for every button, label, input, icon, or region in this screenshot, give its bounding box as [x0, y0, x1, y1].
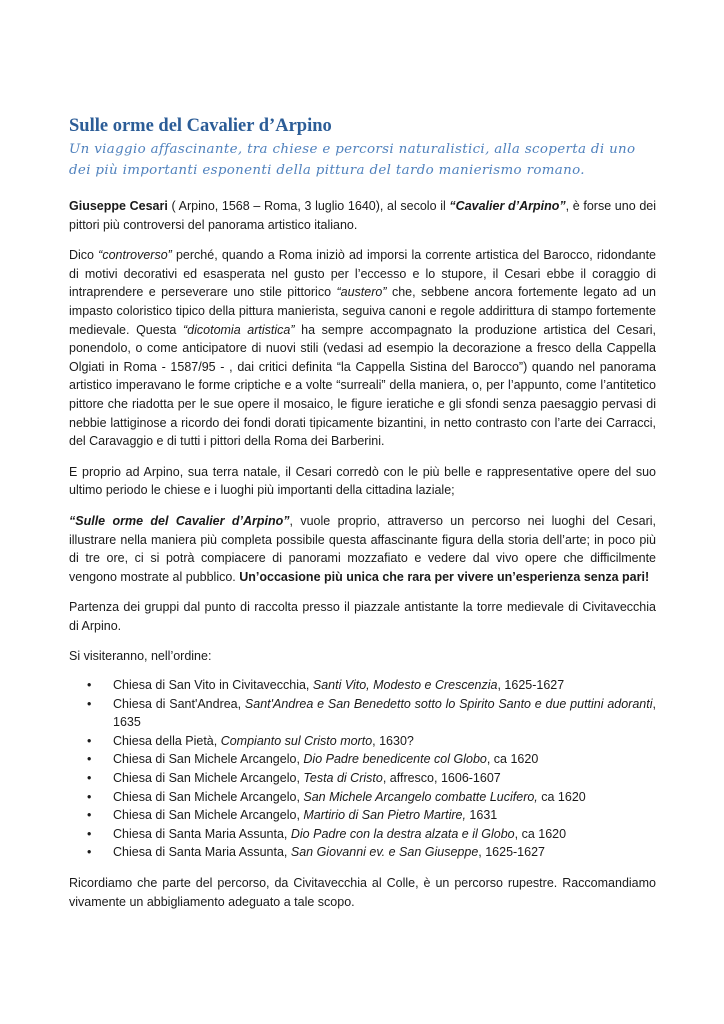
controverso-text-a: Dico: [69, 248, 99, 263]
bullet-icon: •: [87, 808, 92, 823]
bullet-icon: •: [87, 789, 92, 804]
item-date: 1631: [465, 808, 498, 823]
item-place: Chiesa di Santa Maria Assunta,: [113, 826, 291, 841]
percorso-text: , vuole proprio, attraverso un percorso nei luoghi del Cesari, illustrare nella maniera più completa possibile questa affascinante figura della storia dell’arte; in poco più di tre ore, ci si potrà compiacere di panorami mozzafiato e vedere dal vivo opere che difficilmente vengono mostrate al pubblico.: [69, 513, 656, 584]
bullet-icon: •: [87, 771, 92, 786]
item-work: Dio Padre con la destra alzata e il Globo: [290, 826, 515, 841]
item-place: Chiesa di San Michele Arcangelo,: [113, 789, 304, 804]
item-work: Dio Padre benedicente col Globo: [303, 752, 487, 767]
intro-text-b: , è forse uno dei pittori più controversi del panorama artistico italiano.: [69, 199, 656, 232]
item-work: Santi Vito, Modesto e Crescenzia: [312, 678, 498, 693]
bullet-icon: •: [87, 845, 92, 860]
dicotomia-term: “dicotomia artistica”: [183, 322, 295, 337]
document-subtitle: Un viaggio affascinante, tra chiese e percorsi naturalistici, alla scoperta di uno dei più importanti esponenti della pittura del tardo manierismo romano.: [69, 142, 636, 178]
item-date: , affresco, 1606-1607: [382, 771, 501, 786]
paragraph-controverso: [69, 246, 656, 451]
controverso-text-d: ha sempre accompagnato la produzione artistica del Cesari, ponendolo, o come anticipatore di nuovi stili (vedasi ad esempio la decorazione a fresco della Cappella Olgiati in Roma - 1587/95 - , dai critici definita “la Cappella Sistina del Barocco”) quando nel panorama artistico imperavano le forme criptiche e a volte “surreali” della maniera, o, per l’appunto, come l’antitetico pittore che riadotta per le sue opere il mosaico, le figure ieratiche e gli sfondi senza paesaggio pervasi di nebbie lattiginose a ricordo dei fondi dorati tipicamente bizantini, in netto contrasto con l’arte dei Carracci, del Caravaggio e di tutti i pittori della Roma dei Barberini.: [69, 322, 656, 449]
item-place: Chiesa di San Michele Arcangelo,: [113, 771, 304, 786]
artist-nickname: “Cavalier d’Arpino”: [449, 199, 566, 213]
list-item: [69, 695, 656, 732]
list-item: [69, 676, 656, 695]
list-item: [69, 769, 656, 788]
austero-term: “austero”: [336, 285, 387, 300]
document-body: [69, 114, 656, 911]
paragraph-arpino: E proprio ad Arpino, sua terra natale, il Cesari corredò con le più belle e rappresentative opere del suo ultimo periodo le chiese e i luoghi più importanti della cittadina laziale;: [69, 464, 656, 498]
list-item: [69, 825, 656, 844]
intro-text-a: ( Arpino, 1568 – Roma, 3 luglio 1640), al secolo il: [167, 199, 450, 213]
item-date: , ca 1620: [486, 752, 539, 767]
item-work: Sant'Andrea e San Benedetto sotto lo Spirito Santo e due puttini adoranti: [244, 696, 653, 711]
item-work: Testa di Cristo: [303, 771, 383, 786]
item-date: , 1630?: [372, 733, 414, 748]
item-date: , 1625-1627: [497, 678, 565, 693]
controverso-text-c: che, sebbene ancora fortemente legato ad un impasto coloristico tipico della pittura manierista, seguiva canoni e regole addirittura di stampo fortemente medievale. Questa: [69, 285, 656, 337]
itinerary-list: [69, 676, 656, 862]
bullet-icon: •: [87, 696, 92, 711]
controverso-text-b: perché, quando a Roma iniziò ad imporsi la corrente artistica del Barocco, ridondante di motivi decorativi ed esasperata nel gusto per l’eccesso e lo stupore, il Cesari ebbe il coraggio di intraprendere e perseverare uno stile pittorico: [69, 248, 656, 300]
artist-name: Giuseppe Cesari: [69, 199, 168, 213]
item-work: Compianto sul Cristo morto: [220, 733, 373, 748]
item-place: Chiesa di Sant'Andrea,: [113, 696, 245, 711]
bullet-icon: •: [87, 678, 92, 693]
item-date: , 1625-1627: [478, 845, 545, 860]
bullet-icon: •: [87, 752, 92, 767]
item-place: Chiesa di Santa Maria Assunta,: [113, 845, 291, 860]
item-date: ca 1620: [537, 789, 586, 804]
list-item: [69, 732, 656, 751]
list-item: [69, 750, 656, 769]
item-place: Chiesa di San Vito in Civitavecchia,: [113, 678, 313, 693]
list-item: [69, 806, 656, 825]
item-place: Chiesa di San Michele Arcangelo,: [113, 808, 304, 823]
list-item: [69, 788, 656, 807]
paragraph-visiteranno: Si visiteranno, nell’ordine:: [69, 649, 212, 664]
paragraph-percorso: [69, 512, 656, 586]
item-place: Chiesa della Pietà,: [113, 733, 221, 748]
list-item: [69, 843, 656, 862]
paragraph-intro: [69, 197, 656, 234]
paragraph-raccomandazione: Ricordiamo che parte del percorso, da Civitavecchia al Colle, è un percorso rupestre. Raccomandiamo vivamente un abbigliamento adeguato a tale scopo.: [69, 876, 656, 909]
bullet-icon: •: [87, 733, 92, 748]
percorso-lead: “Sulle orme del Cavalier d’Arpino”: [69, 513, 290, 528]
item-work: San Giovanni ev. e San Giuseppe: [290, 845, 479, 860]
bullet-icon: •: [87, 826, 92, 841]
item-work: Martirio di San Pietro Martire,: [303, 808, 466, 823]
controverso-term: “controverso”: [98, 248, 172, 263]
item-date: , 1635: [113, 696, 656, 730]
percorso-emphasis: Un’occasione più unica che rara per vivere un’esperienza senza pari!: [239, 569, 650, 584]
item-work: San Michele Arcangelo combatte Lucifero,: [303, 789, 538, 804]
document-title: Sulle orme del Cavalier d’Arpino: [69, 116, 332, 136]
paragraph-partenza: Partenza dei gruppi dal punto di raccolta presso il piazzale antistante la torre medievale di Civitavecchia di Arpino.: [69, 600, 656, 633]
item-date: , ca 1620: [514, 826, 567, 841]
item-place: Chiesa di San Michele Arcangelo,: [113, 752, 304, 767]
